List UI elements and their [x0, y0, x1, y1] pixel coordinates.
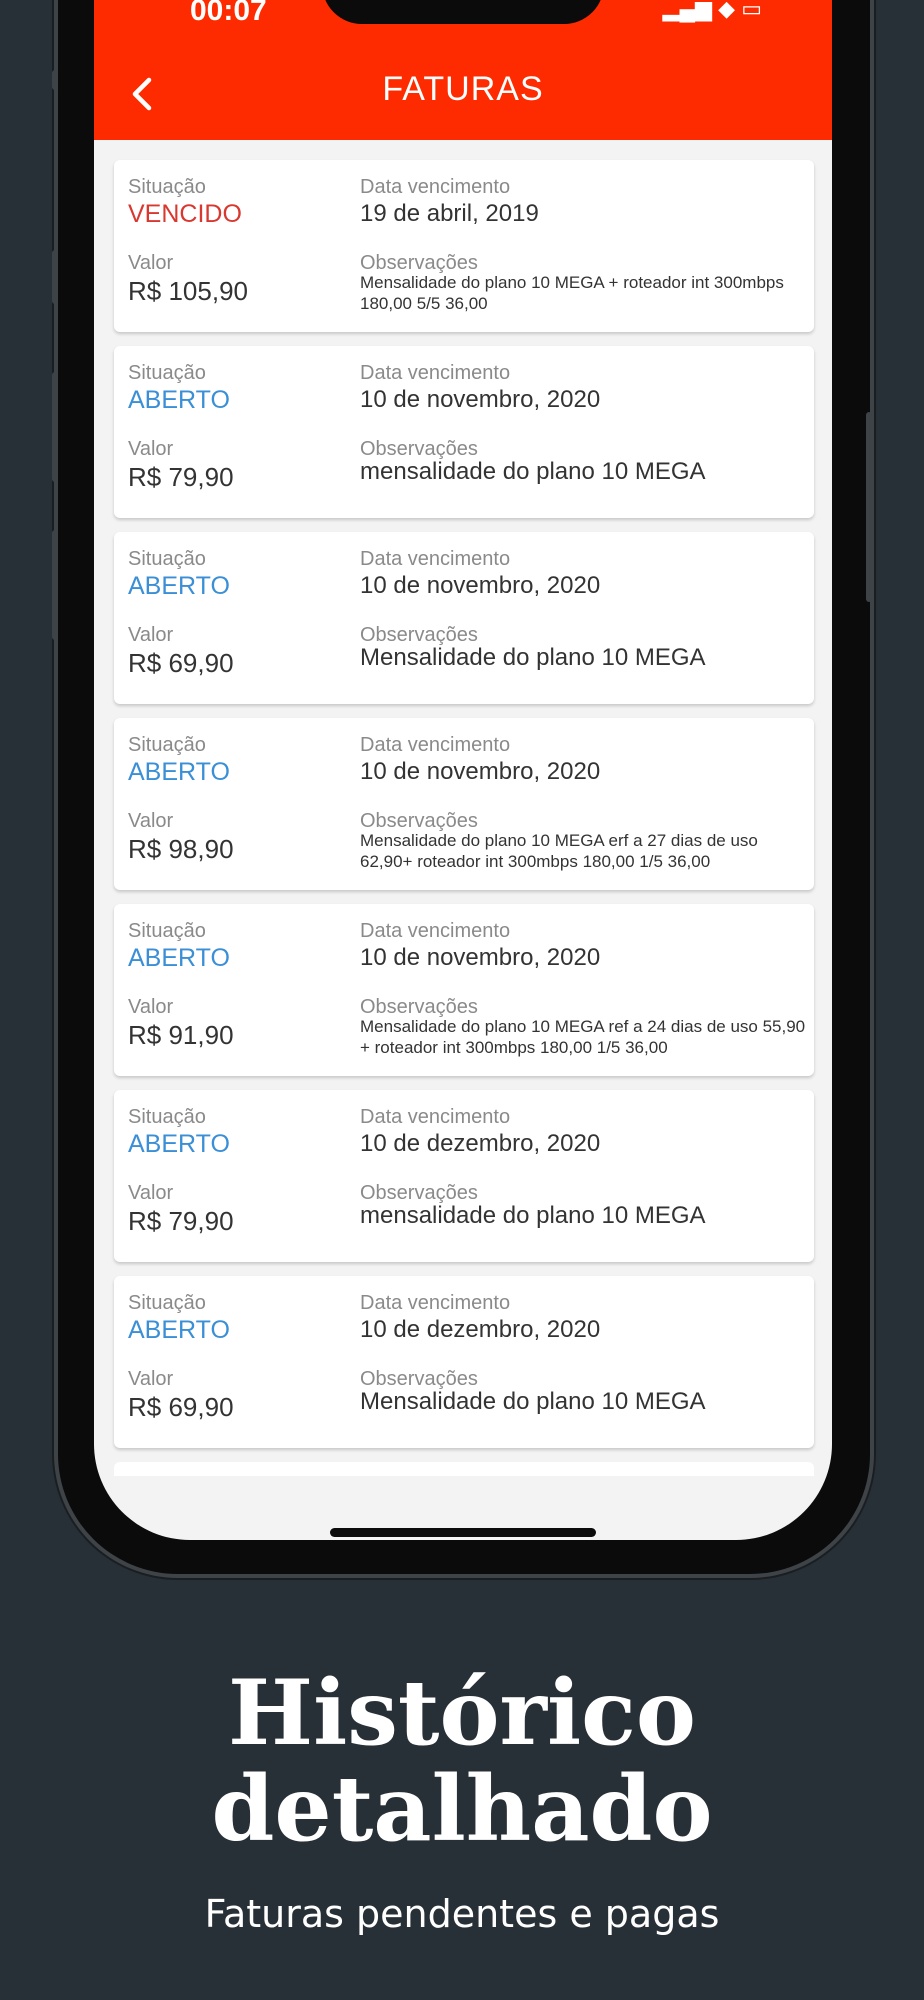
- notes-label: Observações: [360, 996, 478, 1018]
- value-label: Valor: [128, 438, 174, 460]
- promo-headline-line1: Histórico: [228, 1660, 696, 1766]
- notes-value: Mensalidade do plano 10 MEGA: [360, 1388, 706, 1415]
- due-value: 19 de abril, 2019: [360, 200, 539, 227]
- value-amount: R$ 98,90: [128, 834, 234, 864]
- notes-label: Observações: [360, 810, 478, 832]
- promo-headline: [0, 1660, 924, 1862]
- due-value: 10 de dezembro, 2020: [360, 1316, 601, 1343]
- invoice-list[interactable]: [114, 160, 814, 1490]
- value-label: Valor: [128, 996, 174, 1018]
- notes-value: Mensalidade do plano 10 MEGA: [360, 644, 706, 671]
- status-label: Situação: [128, 548, 206, 570]
- status-value: ABERTO: [128, 1316, 230, 1344]
- promo-subline: Faturas pendentes e pagas: [204, 1892, 720, 1936]
- value-amount: R$ 69,90: [128, 1392, 234, 1422]
- notes-label: Observações: [360, 1182, 478, 1204]
- notes-label: Observações: [360, 438, 478, 460]
- status-label: Situação: [128, 1106, 206, 1128]
- promo-headline-line2: detalhado: [211, 1756, 713, 1862]
- due-label: Data vencimento: [360, 176, 511, 198]
- value-label: Valor: [128, 624, 174, 646]
- notes-value: mensalidade do plano 10 MEGA: [360, 458, 706, 485]
- mute-button: [52, 530, 58, 640]
- app-bar: [94, 0, 832, 140]
- status-label: Situação: [128, 920, 206, 942]
- due-label: Data vencimento: [360, 920, 511, 942]
- notes-value: Mensalidade do plano 10 MEGA ref a 24 dias de uso 55,90 + roteador int 300mbps 180,00 1/5 36,00: [360, 1017, 806, 1057]
- invoice-card[interactable]: [114, 1090, 814, 1262]
- value-label: Valor: [128, 1182, 174, 1204]
- notes-label: Observações: [360, 1368, 478, 1390]
- invoice-card[interactable]: [114, 718, 814, 890]
- volume-up-button: [52, 250, 58, 304]
- due-label: Data vencimento: [360, 1292, 511, 1314]
- invoice-card[interactable]: [114, 160, 814, 332]
- value-label: Valor: [128, 1368, 174, 1390]
- due-label: Data vencimento: [360, 734, 511, 756]
- value-label: Valor: [128, 252, 174, 274]
- status-label: Situação: [128, 176, 206, 198]
- due-label: Data vencimento: [360, 362, 511, 384]
- notes-label: Observações: [360, 252, 478, 274]
- due-value: 10 de novembro, 2020: [360, 386, 601, 413]
- notes-value: Mensalidade do plano 10 MEGA + roteador int 300mbps 180,00 5/5 36,00: [360, 273, 784, 313]
- page-title: FATURAS: [382, 70, 544, 108]
- due-label: Data vencimento: [360, 1106, 511, 1128]
- status-time: 00:07: [190, 0, 267, 27]
- invoice-card[interactable]: [114, 532, 814, 704]
- value-amount: R$ 79,90: [128, 462, 234, 492]
- value-amount: R$ 91,90: [128, 1020, 234, 1050]
- phone-screen: [94, 0, 832, 1540]
- home-indicator[interactable]: [330, 1528, 596, 1537]
- status-value: VENCIDO: [128, 200, 242, 228]
- status-label: Situação: [128, 734, 206, 756]
- side-button: [52, 70, 58, 90]
- due-value: 10 de novembro, 2020: [360, 944, 601, 971]
- status-value: ABERTO: [128, 758, 230, 786]
- volume-down-button: [52, 372, 58, 482]
- due-value: 10 de dezembro, 2020: [360, 1130, 601, 1157]
- invoice-card[interactable]: [114, 346, 814, 518]
- due-label: Data vencimento: [360, 548, 511, 570]
- invoice-card[interactable]: [114, 904, 814, 1076]
- value-amount: R$ 79,90: [128, 1206, 234, 1236]
- status-label: Situação: [128, 362, 206, 384]
- due-value: 10 de novembro, 2020: [360, 758, 601, 785]
- invoice-card-partial[interactable]: [114, 1462, 814, 1476]
- status-value: ABERTO: [128, 944, 230, 972]
- status-value: ABERTO: [128, 572, 230, 600]
- notch: [322, 0, 604, 24]
- value-amount: R$ 69,90: [128, 648, 234, 678]
- status-label: Situação: [128, 1292, 206, 1314]
- due-value: 10 de novembro, 2020: [360, 572, 601, 599]
- value-label: Valor: [128, 810, 174, 832]
- notes-value: mensalidade do plano 10 MEGA: [360, 1202, 706, 1229]
- value-amount: R$ 105,90: [128, 276, 248, 306]
- status-value: ABERTO: [128, 1130, 230, 1158]
- notes-label: Observações: [360, 624, 478, 646]
- notes-value: Mensalidade do plano 10 MEGA erf a 27 dias de uso 62,90+ roteador int 300mbps 180,00 1/5 36,00: [360, 831, 758, 871]
- invoice-card[interactable]: [114, 1276, 814, 1448]
- power-button: [866, 412, 872, 602]
- status-value: ABERTO: [128, 386, 230, 414]
- status-icons: ▂▄▆ ◆ ▭: [662, 0, 762, 21]
